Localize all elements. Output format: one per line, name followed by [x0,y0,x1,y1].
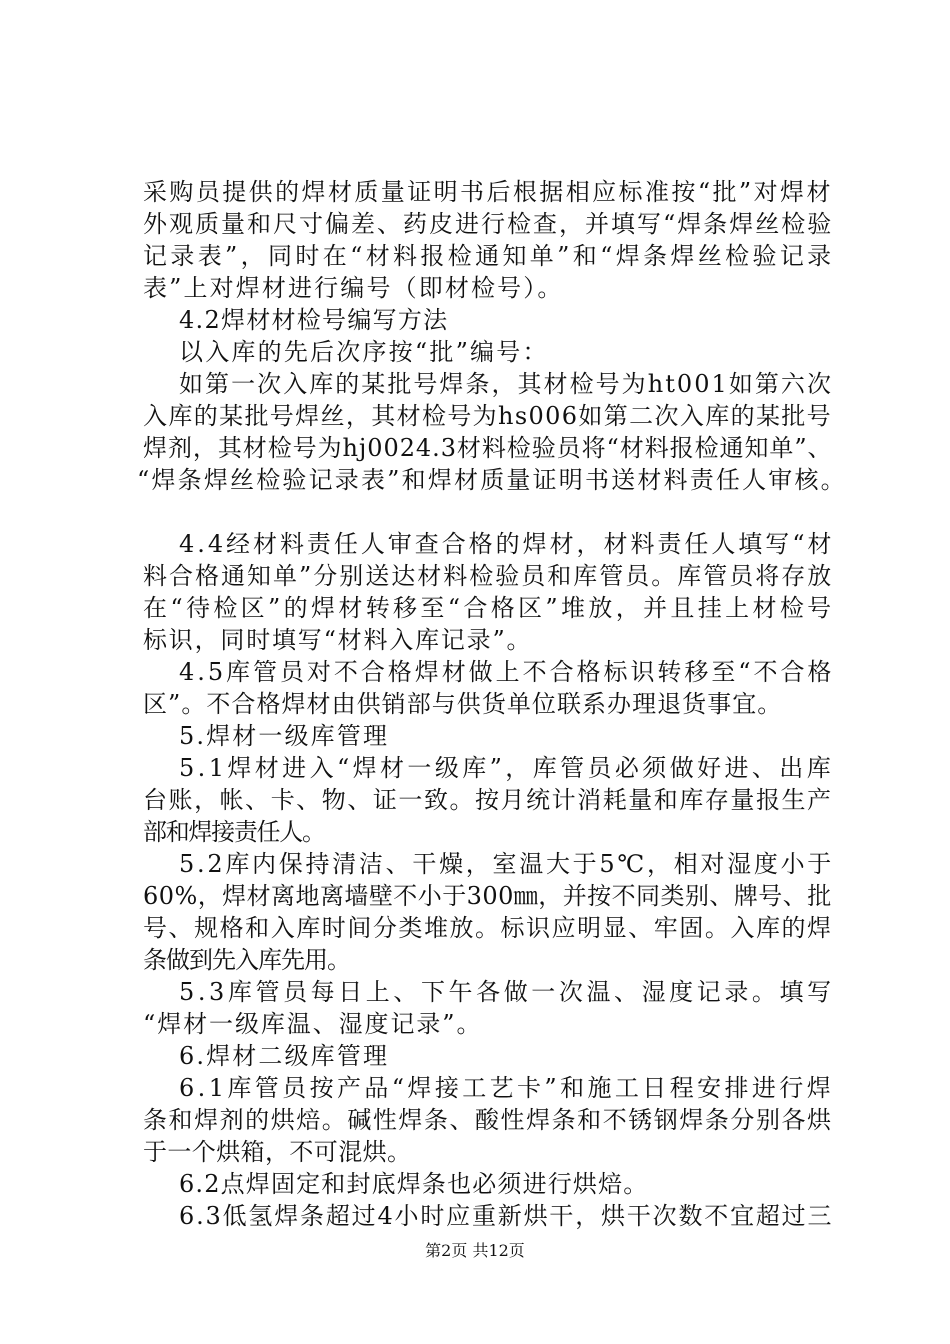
body-text-line: 4.5库管员对不合格焊材做上不合格标识转移至“不合格 [179,658,835,686]
body-text-line: 标识，同时填写“材料入库记录”。 [143,626,533,654]
body-text-line: 部和焊接责任人。 [143,818,325,846]
section-heading: 5.焊材一级库管理 [179,722,390,750]
body-text-line: “焊条焊丝检验记录表”和焊材质量证明书送材料责任人审核。 [137,466,847,494]
body-text-line: 5.2库内保持清洁、干燥，室温大于5℃，相对湿度小于 [179,850,835,878]
body-text-line: 采购员提供的焊材质量证明书后根据相应标准按“批”对焊材 [143,178,833,206]
body-text-line: 条做到先入库先用。 [143,946,350,974]
body-text-line: 区”。不合格焊材由供销部与供货单位联系办理退货事宜。 [143,690,783,718]
page-number-footer: 第2页 共12页 [425,1241,525,1260]
body-text-line: 6.3低氢焊条超过4小时应重新烘干，烘干次数不宜超过三 [179,1202,834,1230]
body-text-line: 台账，帐、卡、物、证一致。按月统计消耗量和库存量报生产 [143,786,833,814]
body-text-line: 在“待检区”的焊材转移至“合格区”堆放，并且挂上材检号 [143,594,835,622]
body-text-line: 5.3库管员每日上、下午各做一次温、湿度记录。填写 [179,978,835,1006]
body-text-line: 4.4经材料责任人审查合格的焊材，材料责任人填写“材 [179,530,835,558]
body-text-line: 于一个烘箱，不可混烘。 [143,1138,412,1166]
body-text-line: 入库的某批号焊丝，其材检号为hs006如第二次入库的某批号 [143,402,833,430]
section-heading: 4.2焊材材检号编写方法 [179,306,449,334]
body-text-line: 料合格通知单”分别送达材料检验员和库管员。库管员将存放 [143,562,834,590]
body-text-line: 6.2点焊固定和封底焊条也必须进行烘焙。 [179,1170,649,1198]
body-text-line: 以入库的先后次序按“批”编号： [179,338,549,366]
body-text-line: 6.1库管员按产品“焊接工艺卡”和施工日程安排进行焊 [179,1074,835,1102]
section-heading: 6.焊材二级库管理 [179,1042,390,1070]
body-text-line: 表”上对焊材进行编号（即材检号）。 [143,274,564,302]
body-text-line: 外观质量和尺寸偏差、药皮进行检查，并填写“焊条焊丝检验 [143,210,834,238]
body-text-line: 号、规格和入库时间分类堆放。标识应明显、牢固。入库的焊 [143,914,833,942]
body-text-line: 如第一次入库的某批号焊条，其材检号为ht001如第六次 [179,370,833,398]
body-text-line: 条和焊剂的烘焙。碱性焊条、酸性焊条和不锈钢焊条分别各烘 [143,1106,833,1134]
body-text-line: 60%，焊材离地离墙壁不小于300㎜，并按不同类别、牌号、批 [143,882,832,910]
body-text-line: “焊材一级库温、湿度记录”。 [143,1010,483,1038]
body-text-line: 焊剂，其材检号为hj0024.3材料检验员将“材料报检通知单”、 [143,434,833,462]
body-text-line: 5.1焊材进入“焊材一级库”，库管员必须做好进、出库 [179,754,835,782]
body-text-line: 记录表”，同时在“材料报检通知单”和“焊条焊丝检验记录 [143,242,835,270]
